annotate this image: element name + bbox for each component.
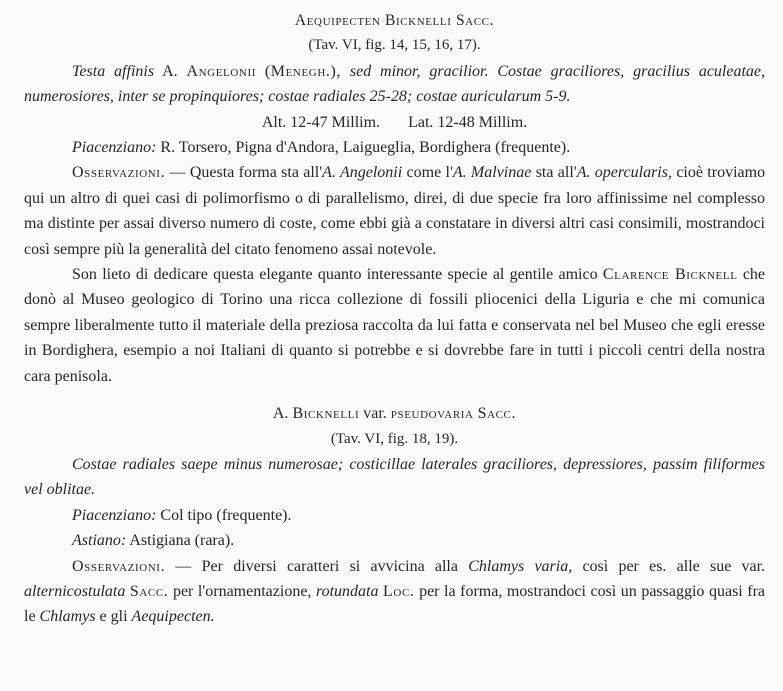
variety-obs-taxon-1: Chlamys varia, — [468, 557, 573, 575]
variety-obs-taxon-3: rotundata — [315, 582, 379, 600]
dedication-paragraph — [24, 262, 765, 389]
variety-occ2-text: Astigiana (rara). — [129, 532, 235, 550]
variety-obs-taxon-2: alternicostulata — [24, 582, 126, 600]
diagnosis-reference-species: Angelonii — [186, 62, 256, 80]
diagnosis-genus: A. — [162, 62, 178, 80]
observations-text-1: Questa forma sta all' — [189, 164, 323, 182]
variety-obs-taxon-5: Aequipecten. — [131, 608, 215, 626]
variety-obs-author-2: Sacc. — [129, 582, 169, 600]
variety-diagnosis: Costae radiales saepe minus numerosae; costicillae laterales graciliores, depressiores, passim filiformes vel oblitae. — [24, 455, 765, 499]
measure-lat: Lat. 12-48 Millim. — [408, 113, 528, 131]
variety-obs-taxon-4: Chlamys — [39, 608, 96, 626]
variety-occurrence-2 — [24, 528, 765, 553]
occurrence-label: Piacenziano: — [72, 139, 157, 157]
occurrence-text: R. Torsero, Pigna d'Andora, Laigueglia, Bordighera (frequente). — [160, 139, 571, 157]
variety-genus: A. — [272, 405, 289, 423]
variety-obs-text-4: per la forma, mostrandoci così un passaggio quasi fra le — [24, 582, 766, 626]
variety-occ2-label: Astiano: — [72, 532, 127, 550]
dedication-text-1: Son lieto di dedicare questa elegante quanto interessante specie al gentile amico — [72, 266, 598, 284]
variety-name: pseudovaria — [390, 405, 474, 423]
dedication-name: Clarence Bicknell — [602, 266, 738, 284]
observations-taxon-2: A. Malvinae — [452, 164, 532, 182]
diagnosis-latin-start: Testa affinis — [72, 62, 155, 80]
species-plate-reference: (Tav. VI, fig. 14, 15, 16, 17). — [308, 37, 481, 54]
variety-obs-dash: — — [175, 557, 192, 575]
observations-taxon-1: A. Angelonii — [322, 164, 403, 182]
observations-text-2: come l' — [406, 164, 453, 182]
variety-var: var. — [363, 405, 387, 423]
observations-taxon-3: A. opercularis, — [576, 164, 672, 182]
variety-occ1-label: Piacenziano: — [72, 506, 157, 524]
variety-obs-text-1: Per diversi caratteri si avvicina alla — [201, 557, 458, 575]
variety-obs-label: Osservazioni. — [72, 557, 166, 575]
variety-observations — [24, 554, 765, 630]
diagnosis-reference-author: (Menegh.), — [264, 62, 341, 80]
variety-obs-author-3: Loc. — [383, 582, 415, 600]
observations-dash: — — [169, 164, 186, 182]
observations-label: Osservazioni. — [72, 164, 166, 182]
dedication-text-2: che donò al Museo geologico di Torino una ricca collezione di fossili pliocenici della Liguria e che mi comunica sempre liberalmente tutto il materiale della preziosa raccolta da lui fatta e conservata nel bel Museo che egli eresse in Bordighera, esempio a noi Italiani di quanto si potrebbe e si dovrebbe fare in tutti i piccoli centri della nostra cara penisola. — [24, 266, 766, 385]
variety-author: Sacc. — [477, 405, 517, 423]
variety-plate-reference: (Tav. VI, fig. 18, 19). — [330, 430, 459, 447]
variety-obs-text-3: per l'ornamentazione, — [172, 582, 312, 600]
measure-alt: Alt. 12-47 Millim. — [261, 113, 381, 131]
species-observations — [24, 160, 765, 262]
variety-obs-text-5: e gli — [99, 608, 128, 626]
variety-title — [24, 401, 765, 426]
species-title: Aequipecten Bicknelli Sacc. — [294, 12, 495, 29]
variety-species: Bicknelli — [292, 405, 360, 423]
species-occurrence — [24, 135, 765, 160]
variety-occurrence-1 — [24, 503, 765, 528]
species-diagnosis — [24, 59, 765, 110]
measurements — [24, 110, 765, 135]
observations-text-3: sta all' — [535, 164, 577, 182]
observations-text-4: cioè troviamo qui un altro di quei casi di polimorfismo o di parallelismo, direi, di due specie fra loro affinissime nel complesso ma distinte per assai diverso numero di coste, come ebbi già a constatare in diversi altri casi consimili, mostrandoci così sempre più la generalità del citato fenomeno assai notevole. — [24, 164, 766, 258]
variety-occ1-text: Col tipo (frequente). — [160, 506, 292, 524]
variety-obs-text-2: così per es. alle sue var. — [582, 557, 766, 575]
diagnosis-latin-rest: sed minor, gracilior. Costae graciliores, gracilius aculeatae, numerosiores, inter se propinquiores; costae radiales 25-28; costae auricularum 5-9. — [24, 62, 766, 106]
